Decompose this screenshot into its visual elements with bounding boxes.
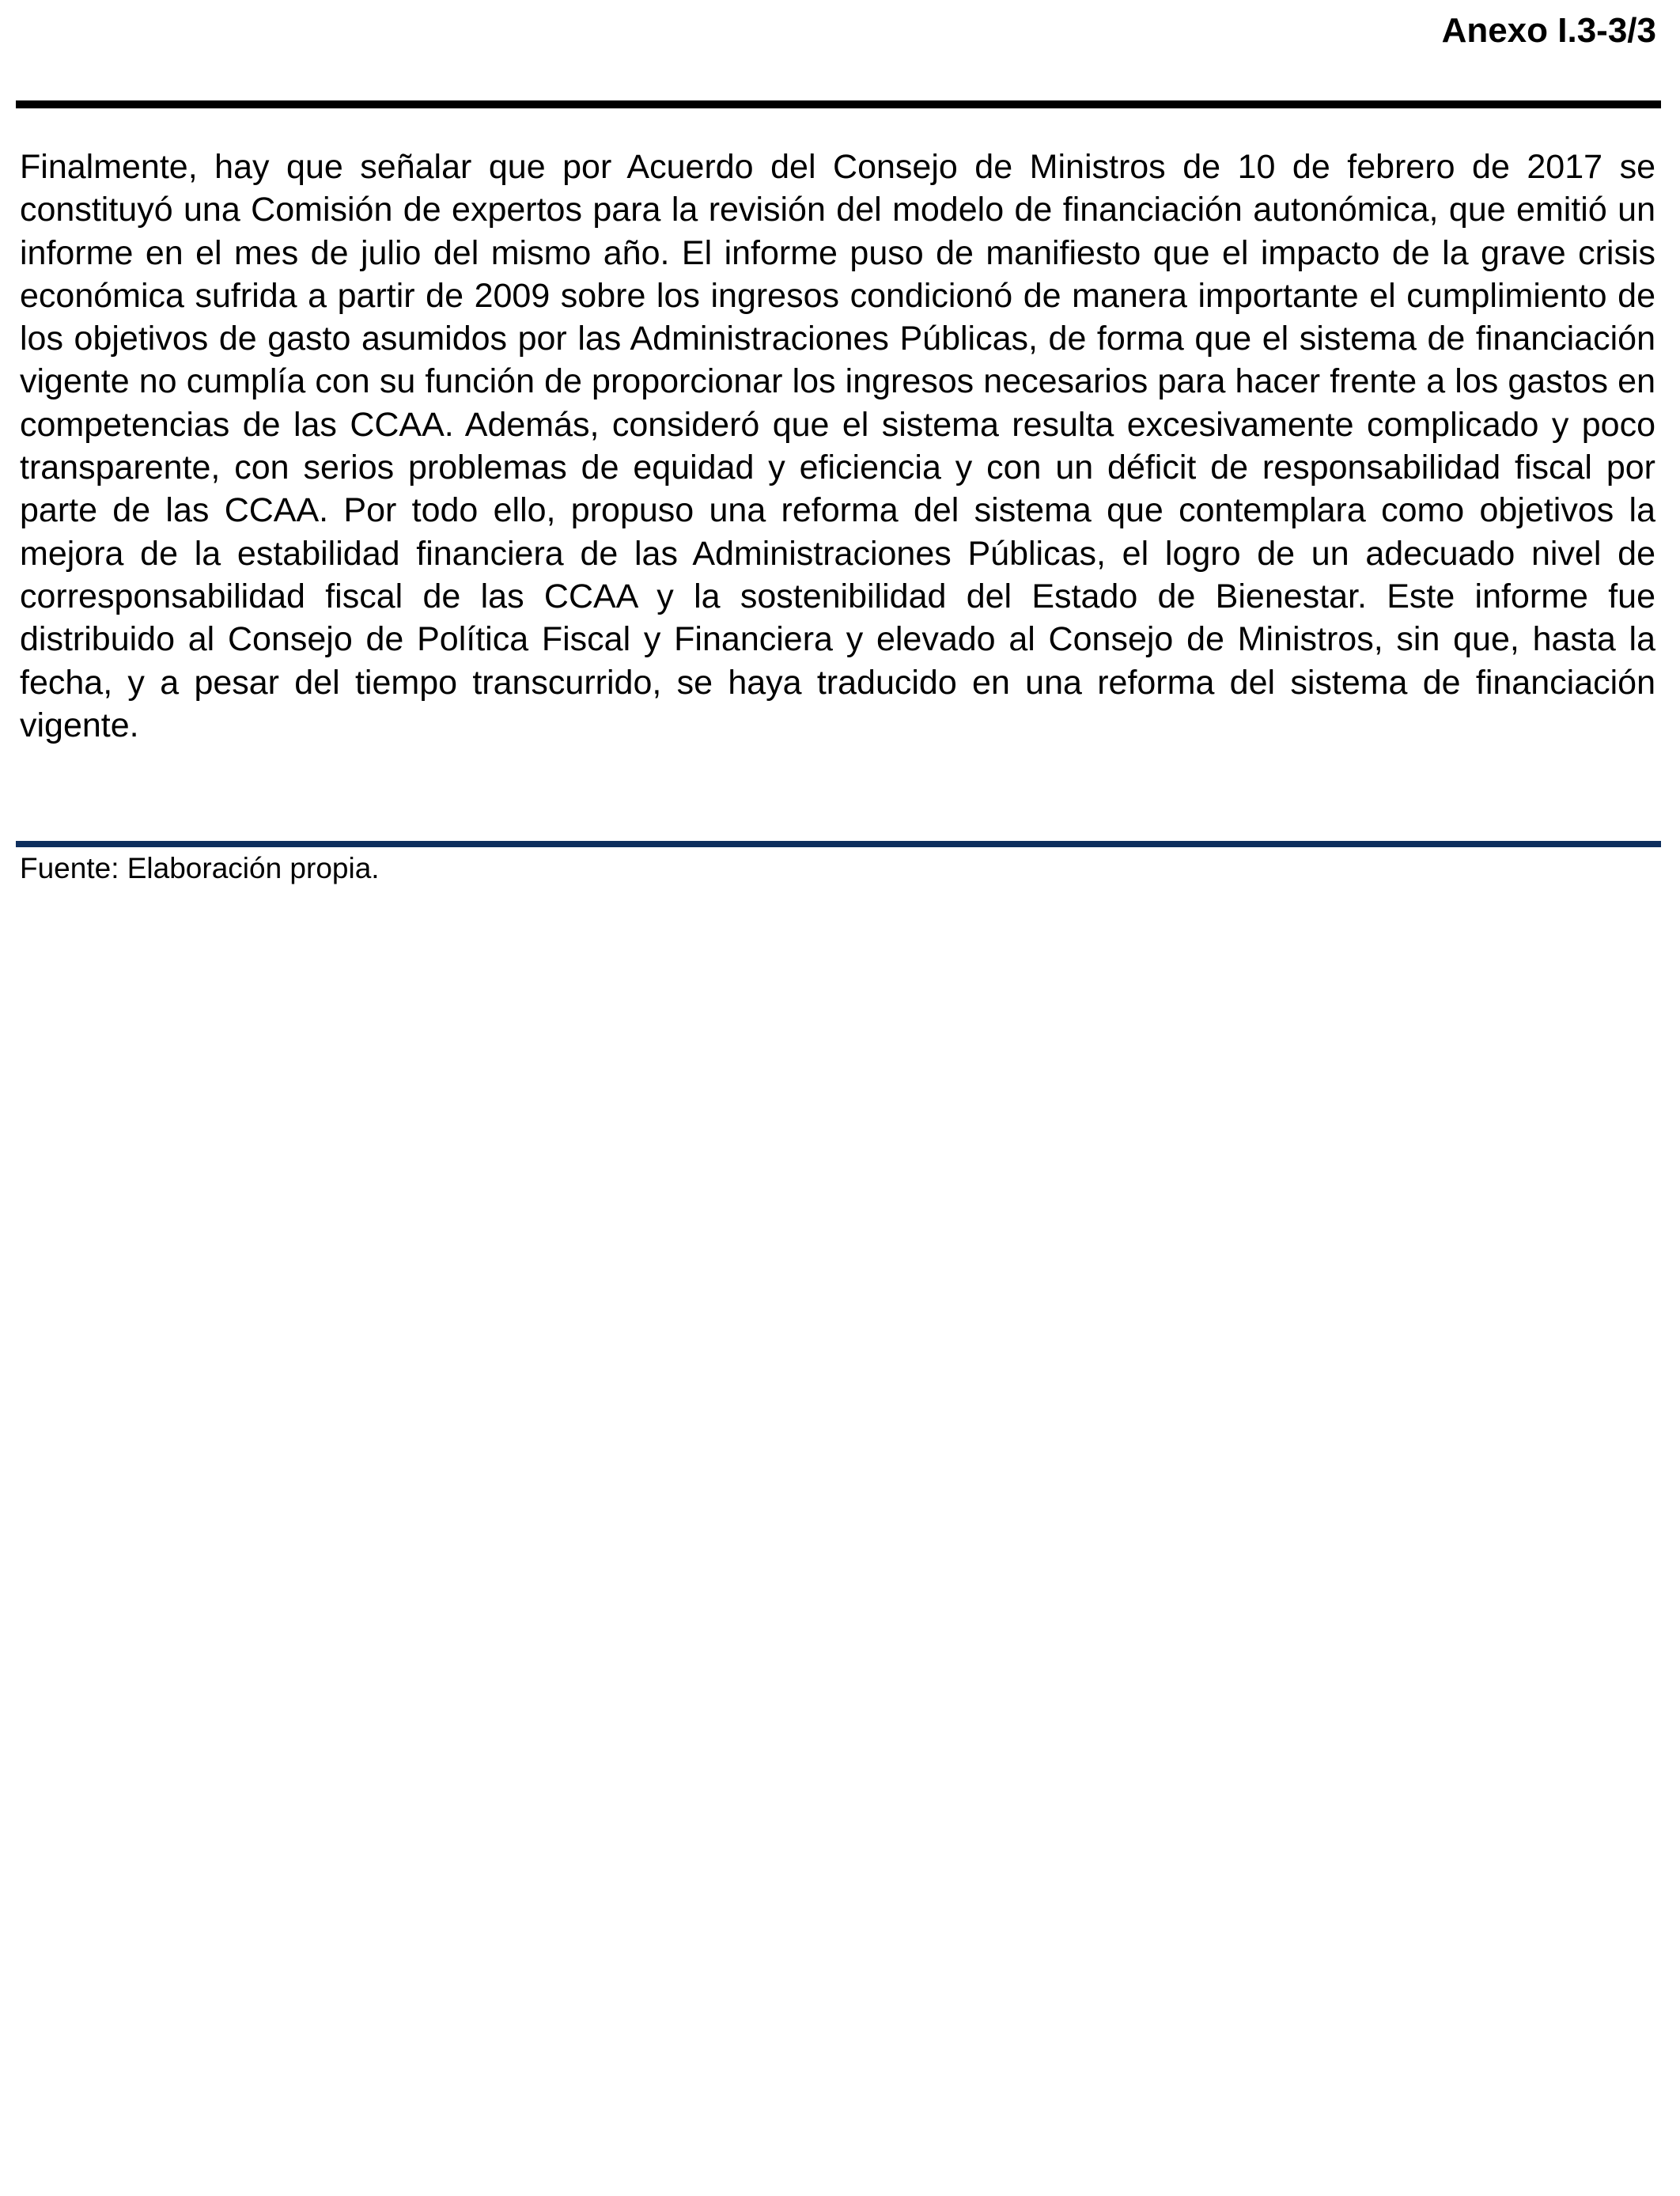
top-divider [16,100,1661,108]
annex-label: Anexo I.3-3/3 [1441,11,1656,50]
bottom-divider [16,841,1661,847]
body-paragraph: Finalmente, hay que señalar que por Acuerdo del Consejo de Ministros de 10 de febrero de 2017 se constituyó una Comisión de expertos para la revisión del modelo de financiación autonómica, que emitió un informe en el mes de julio del mismo año. El informe puso de manifiesto que el impacto de la grave crisis económica sufrida a partir de 2009 sobre los ingresos condicionó de manera importante el cumplimiento de los objetivos de gasto asumidos por las Administraciones Públicas, de forma que el sistema de financiación vigente no cumplía con su función de proporcionar los ingresos necesarios para hacer frente a los gastos en competencias de las CCAA. Además, consideró que el sistema resulta excesivamente complicado y poco transparente, con serios problemas de equidad y eficiencia y con un déficit de responsabilidad fiscal por parte de las CCAA. Por todo ello, propuso una reforma del sistema que contemplara como objetivos la mejora de la estabilidad financiera de las Administraciones Públicas, el logro de un adecuado nivel de corresponsabilidad fiscal de las CCAA y la sostenibilidad del Estado de Bienestar. Este informe fue distribuido al Consejo de Política Fiscal y Financiera y elevado al Consejo de Ministros, sin que, hasta la fecha, y a pesar del tiempo transcurrido, se haya traducido en una reforma del sistema de financiación vigente. [20,148,1655,744]
source-note: Fuente: Elaboración propia. [20,852,380,884]
